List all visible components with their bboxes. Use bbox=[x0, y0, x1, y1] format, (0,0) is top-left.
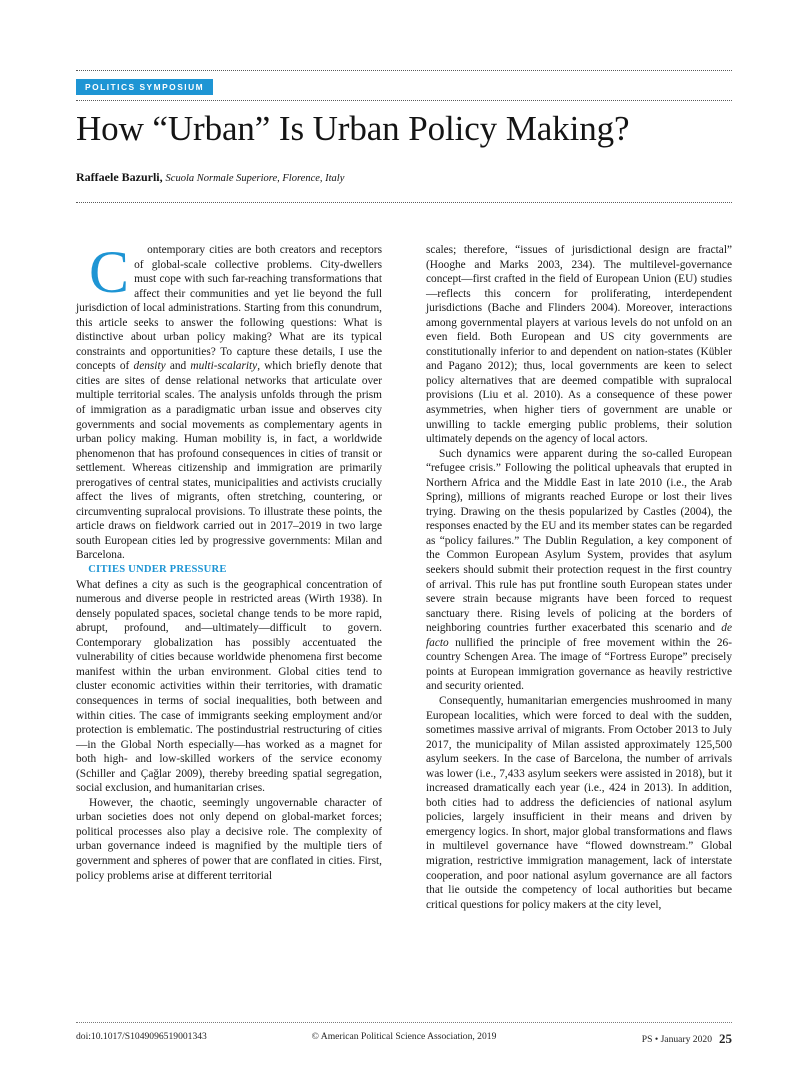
paragraph-right-1: scales; therefore, “issues of jurisdictional design are fractal” (Hooghe and Marks 2003, 234). The multilevel-governance concept—first crafted in the field of European Union (EU) studies—reflects this concern for proliferating, interdependent jurisdictions (Bache and Flinders 2004). Moreover, interactions among governmental players at various levels do not unfold on an even field. Both European and US city governments are constitutionally inferior to and dependent on nation-states (Kübler and Pagano 2012); thus, local governments are keen to select policy alternatives that are deemed compatible with supralocal provisions (Liu et al. 2010). As a consequence of these power asymmetries, when higher tiers of government are unable or unwilling to tackle emerging public problems, their solution ultimately depends on the agency of local actors. bbox=[426, 244, 732, 446]
paragraph-right-2-tail: nullified the principle of free movement within the 26-country Schengen Area. The image of “Fortress Europe” precisely points at European immigration governance as heavily restrictive and security oriented. bbox=[426, 636, 732, 693]
drop-cap-letter: C bbox=[89, 239, 130, 305]
section-badge-container bbox=[76, 79, 213, 95]
issue-and-page bbox=[642, 1031, 732, 1047]
opening-text-part2: , which briefly denote that cities are sites of dense relational networks that articulate over multiple territorial scales. The analysis unfolds through the prism of immigration as a paradigmatic urban issue and observes city governments and social movements as complementary agents in urban policy making. Human mobility is, in fact, a worldwide phenomenon that has profound consequences in cities of transit or settlement. Whereas citizenship and immigration are primarily prerogatives of central states, municipalities and activists crucially affect the lives of migrants, often stretching, countering, or circumventing supralocal provisions. To illustrate these points, the article draws on fieldwork carried out in 2017–2019 in two large south European cities led by progressive governments: Milan and Barcelona. bbox=[76, 360, 382, 562]
paragraph-right-2-head: Such dynamics were apparent during the so-called European “refugee crisis.” Following the political upheavals that erupted in Northern Africa and the Middle East in late 2010 (i.e., the Arab Spring), millions of migrants reached Europe or lost their lives trying. Drawing on the thesis popularized by Castles (2004), the responses enacted by the EU and its member states can be regarded as “policy failures.” The Dublin Regulation, a key component of the Common European Asylum System, provides that asylum seekers should submit their protection request in the first country of arrival. This rule has put frontline south European states under severe strain because migrants have been forced to request sanctuary there. Rising levels of policing at the borders of neighboring countries further exacerbated this scenario and bbox=[426, 447, 732, 635]
emphasis-de-facto: de facto bbox=[426, 622, 732, 649]
paragraph-left-3: However, the chaotic, seemingly ungovernable character of urban societies does not only depend on global-market forces; political processes also play a decisive role. The complexity of urban governance indeed is magnified by the multiple tiers of government and spheres of power that are conflated in cities. First, policy problems arise at different territorial bbox=[76, 796, 382, 882]
politics-symposium-badge: POLITICS SYMPOSIUM bbox=[76, 79, 213, 95]
article-body bbox=[76, 239, 732, 1013]
divider-below-badge bbox=[76, 100, 732, 101]
doi-text: doi:10.1017/S1049096519001343 bbox=[76, 1031, 207, 1042]
page-title: How “Urban” Is Urban Policy Making? bbox=[76, 109, 630, 148]
divider-top bbox=[76, 70, 732, 71]
author-affiliation: Scuola Normale Superiore, Florence, Italy bbox=[165, 173, 345, 184]
emphasis-density: density bbox=[133, 360, 166, 373]
paragraph-right-3: Consequently, humanitarian emergencies mushroomed in many European localities, which were forced to deal with the sudden, sometimes massive arrival of migrants. From October 2013 to July 2017, the municipality of Milan assisted approximately 125,500 asylum seekers. In the case of Barcelona, the number of arrivals was lower (i.e., 7,433 asylum seekers were assisted in 2018), but it increased dramatically each year (i.e., 424 in 2013). In addition, both cities had to address the deficiencies of national asylum policies, largely insufficient in their means and driven by emergency logics. In short, major global transformations and flaws in multilevel governance have “flowed downstream.” Global migration, restrictive immigration management, lack of interstate cooperation, and poor national asylum governance are all factors that lie outside the competency of local authorities but became critical questions for policy makers at the city level, bbox=[426, 694, 732, 911]
opening-text-conjunction: and bbox=[165, 360, 191, 373]
page-footer bbox=[76, 1031, 732, 1051]
issue-text: PS • January 2020 bbox=[641, 1034, 712, 1045]
divider-footer bbox=[76, 1022, 732, 1023]
column-left bbox=[76, 239, 382, 1013]
paragraph-opening bbox=[76, 239, 382, 563]
paragraph-right-2 bbox=[426, 447, 732, 694]
divider-below-byline bbox=[76, 202, 732, 203]
column-right bbox=[426, 243, 732, 1013]
paragraph-left-2: What defines a city as such is the geographical concentration of numerous and diverse people in restricted areas (Wirth 1938). In densely populated spaces, societal change tends to be more rapid, abrupt, profound, and—ultimately—difficult to govern. Contemporary globalization has possibly accentuated the vulnerability of cities because worldwide phenomena first become manifest within the urban environment. Global cities tend to cluster economic activities within their territories, with dramatic consequences in terms of social inequalities, both between and within cities. The case of immigrants seeking employment and/or protection is emblematic. The postindustrial restructuring of cities—in the Global North especially—has worked as a magnet for both high- and low-skilled workers of the service economy (Schiller and Çağlar 2009), thereby breeding spatial segregation, social exclusion, and humanitarian crises. bbox=[76, 578, 382, 795]
section-heading-cities-under-pressure: CITIES UNDER PRESSURE bbox=[88, 564, 227, 576]
emphasis-multi-scalarity: multi-scalarity bbox=[190, 360, 258, 373]
opening-text-part1: ontemporary cities are both creators and receptors of global-scale collective problems. City-dwellers must cope with such far-reaching transformations that affect their communities and yet lie beyond the full jurisdiction of local administrations. Starting from this conundrum, this article seeks to answer the following questions: What is distinctive about urban policy making? What are its typical constraints and opportunities? To capture these details, I use the concepts of bbox=[76, 244, 382, 373]
byline bbox=[76, 170, 344, 186]
copyright-text: © American Political Science Association, 2019 bbox=[311, 1031, 497, 1042]
page-number: 25 bbox=[719, 1031, 732, 1046]
author-name: Raffaele Bazurli, bbox=[76, 170, 163, 184]
